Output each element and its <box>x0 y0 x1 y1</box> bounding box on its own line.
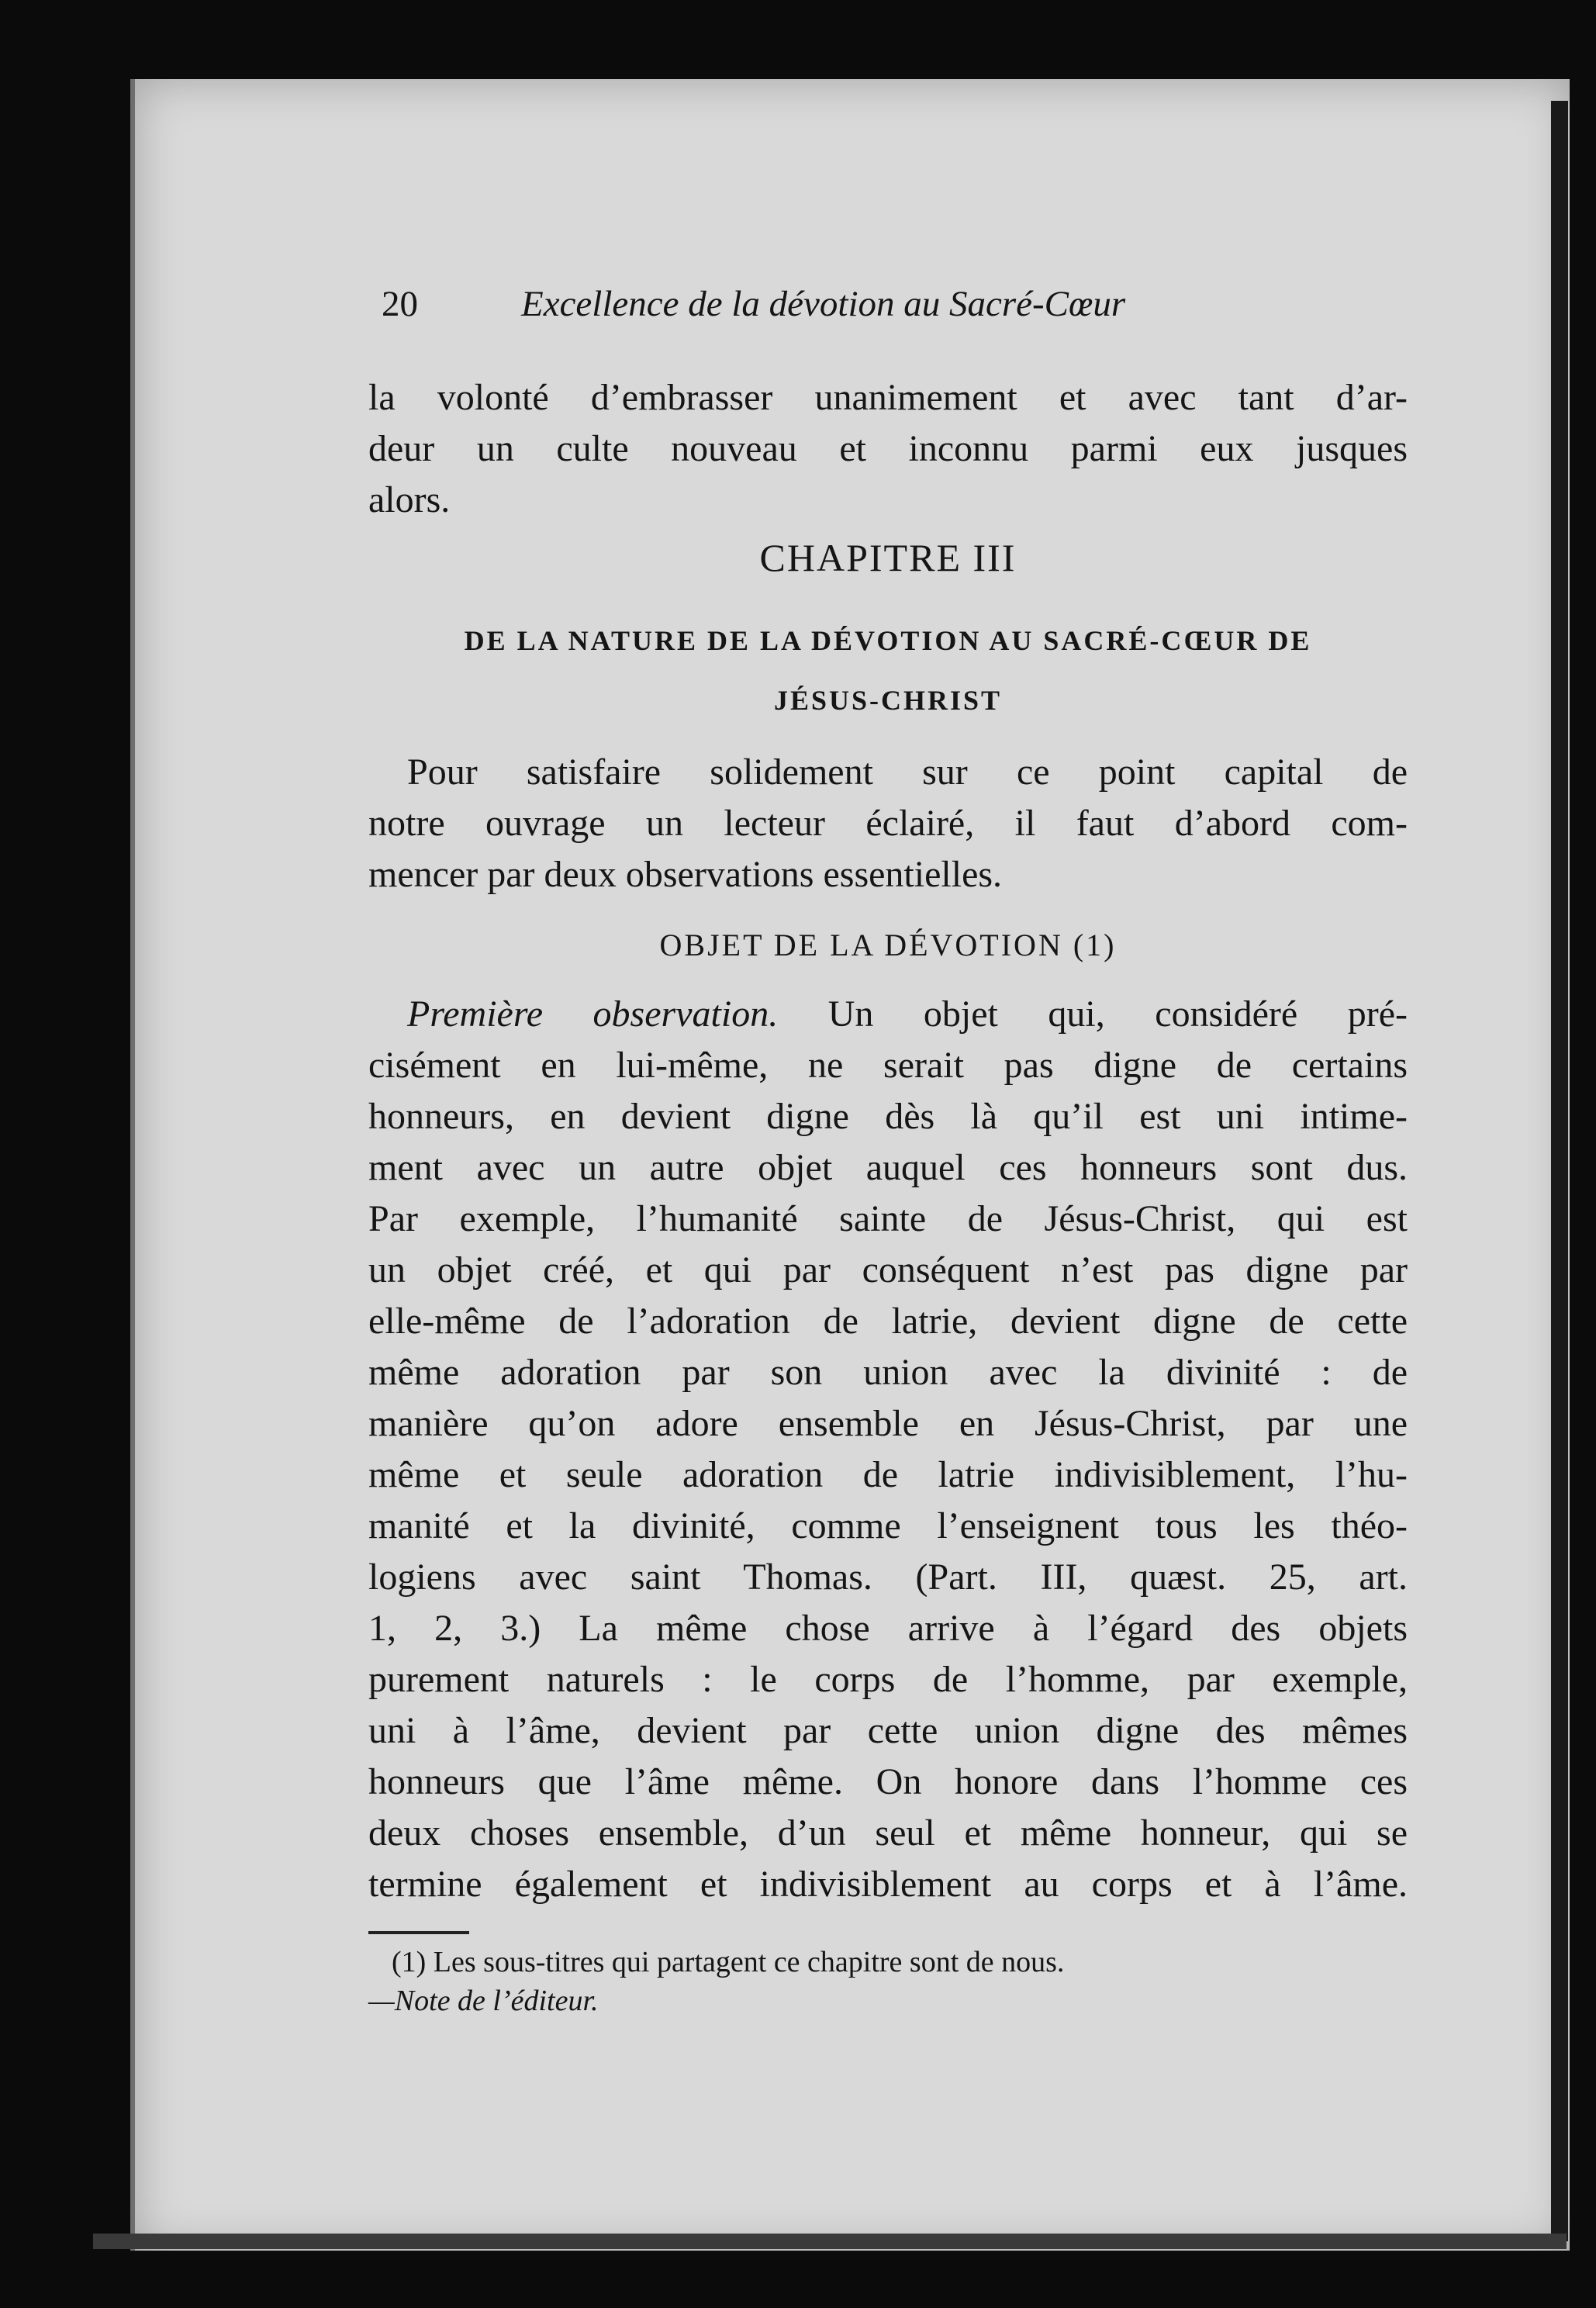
text-line: manité et la divinité, comme l’enseignent tous les théo- <box>368 1505 1408 1546</box>
page-edge-bottom <box>93 2234 1567 2249</box>
paragraph-1 <box>368 747 1408 900</box>
text-line: notre ouvrage un lecteur éclairé, il faut d’abord com- <box>368 803 1408 844</box>
text-line: un objet créé, et qui par conséquent n’est pas digne par <box>368 1249 1408 1290</box>
text-line: elle-même de l’adoration de latrie, devient digne de cette <box>368 1301 1408 1342</box>
page-edge-right <box>1551 101 1568 2241</box>
text-line: logiens avec saint Thomas. (Part. III, quæst. 25, art. <box>368 1557 1408 1598</box>
text-line: purement naturels : le corps de l’homme, par exemple, <box>368 1659 1408 1700</box>
footnote-attribution: —Note de l’éditeur. <box>368 1985 599 2017</box>
text-line: deux choses ensemble, d’un seul et même honneur, qui se <box>368 1812 1408 1854</box>
first-line-rest: Un objet qui, considéré pré- <box>778 993 1408 1035</box>
text-line: honneurs que l’âme même. On honore dans l’homme ces <box>368 1761 1408 1802</box>
text-line: alors. <box>368 479 451 520</box>
text-line: honneurs, en devient digne dès là qu’il est uni intime- <box>368 1096 1408 1137</box>
chapter-subtitle-line2: JÉSUS-CHRIST <box>773 685 1003 716</box>
chapter-subtitle-line1: DE LA NATURE DE LA DÉVOTION AU SACRÉ-CŒUR DE <box>464 625 1312 656</box>
page-number: 20 <box>382 284 418 324</box>
text-line: cisément en lui-même, ne serait pas digne de certains <box>368 1045 1408 1086</box>
lead-italic: Première observation. <box>407 993 779 1035</box>
text-line: uni à l’âme, devient par cette union digne des mêmes <box>368 1710 1408 1751</box>
intro-paragraph <box>368 372 1408 526</box>
section-subheading: OBJET DE LA DÉVOTION (1) <box>659 928 1117 962</box>
text-line: mencer par deux observations essentielles. <box>368 854 1003 895</box>
text-line: Pour satisfaire solidement sur ce point capital de <box>407 751 1408 793</box>
page-header <box>382 283 1405 337</box>
text-line <box>368 989 1408 1040</box>
text-line: deur un culte nouveau et inconnu parmi eux jusques <box>368 428 1408 469</box>
text-line: même adoration par son union avec la divinité : de <box>368 1352 1408 1393</box>
chapter-title: CHAPITRE III <box>759 536 1017 579</box>
footnote <box>368 1943 1408 2020</box>
footnote-line: (1) Les sous-titres qui partagent ce chapitre sont de nous. <box>392 1946 1065 1978</box>
text-line: manière qu’on adore ensemble en Jésus-Christ, par une <box>368 1403 1408 1444</box>
text-line: même et seule adoration de latrie indivisiblement, l’hu- <box>368 1454 1408 1495</box>
running-title: Excellence de la dévotion au Sacré-Cœur <box>521 284 1126 324</box>
paragraph-2 <box>368 989 1408 1910</box>
text-line: Par exemple, l’humanité sainte de Jésus-Christ, qui est <box>368 1198 1408 1239</box>
text-line: 1, 2, 3.) La même chose arrive à l’égard des objets <box>368 1608 1408 1649</box>
text-line: termine également et indivisiblement au corps et à l’âme. <box>368 1864 1408 1905</box>
text-line: ment avec un autre objet auquel ces honneurs sont dus. <box>368 1147 1408 1188</box>
text-line: la volonté d’embrasser unanimement et avec tant d’ar- <box>368 377 1408 418</box>
footnote-divider <box>368 1931 469 1934</box>
